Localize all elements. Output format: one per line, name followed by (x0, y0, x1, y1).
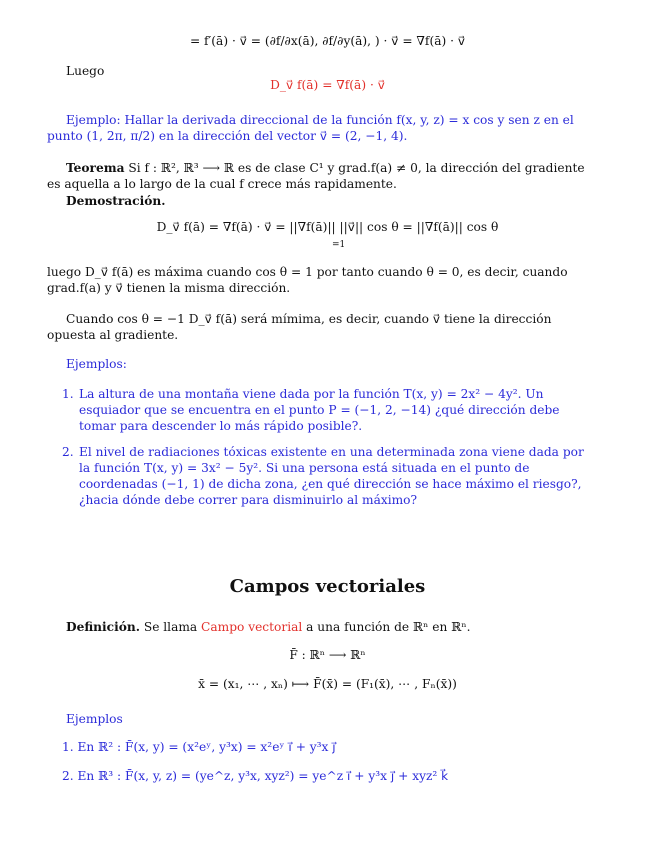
formula-chain-rule: = f′(ā) · v⃗ = (∂f/∂x(ā), ∂f/∂y(ā), ) · v⃗ = ∇f(ā) · v⃗ (189, 34, 466, 48)
definicion-term: Campo vectorial (201, 620, 303, 634)
ejemplo-direccional: Ejemplo: Hallar la derivada direccional de la función f(x, y, z) = x cos y sen z en el punto (1, 2π, π/2) en la dirección del vector v⃗ = (2, −1, 4). (47, 113, 574, 143)
luego-maxima-paragraph: luego D_v⃗ f(ā) es máxima cuando cos θ = 1 por tanto cuando θ = 0, es decir, cuando grad.f(a) y v⃗ tienen la misma dirección. (47, 265, 568, 295)
teorema-paragraph (47, 160, 597, 192)
luego-label: Luego (66, 64, 105, 78)
demostracion-label: Demostración. (66, 194, 166, 208)
underbrace-label: =1 (332, 240, 346, 250)
example-text: En ℝ² : F̄(x, y) = (x²eʸ, y³x) = x²eʸ i⃗ + y³x j⃗ (77, 740, 336, 754)
demostracion-formula: D_v⃗ f(ā) = ∇f(ā) · v⃗ = ||∇f(ā)|| ||v⃗|| cos θ = ||∇f(ā)|| cos θ (156, 220, 499, 234)
ejemplos2-label: Ejemplos (66, 712, 123, 726)
definicion-post: a una función de ℝⁿ en ℝⁿ. (306, 620, 471, 634)
def-formula-map: F̄ : ℝⁿ ⟶ ℝⁿ (289, 648, 366, 662)
example-text: El nivel de radiaciones tóxicas existente en una determinada zona viene dada por la función T(x, y) = 3x² − 5y². Si una persona está situada en el punto de coordenadas (−1, 1) de dicha zona, ¿en qué dirección se hace máximo el riesgo?, ¿hacia dónde debe correr para disminuirlo al máximo? (79, 445, 584, 507)
definicion-label: Definición. (66, 620, 140, 634)
example-text: En ℝ³ : F̄(x, y, z) = (ye^z, y³x, xyz²) = ye^z i⃗ + y³x j⃗ + xyz² k⃗ (77, 769, 449, 783)
teorema-text: Si f : ℝ², ℝ³ ⟶ ℝ es de clase C¹ y grad.f(a) ≠ 0, la dirección del gradiente es aquella a lo largo de la cual f crece más rapidamente. (47, 161, 585, 191)
example-number: 1. (62, 387, 74, 401)
cuando-minima-paragraph: Cuando cos θ = −1 D_v⃗ f(ā) será mímima, es decir, cuando v⃗ tiene la dirección opuesta al gradiente. (47, 312, 552, 342)
example-item-1 (62, 386, 597, 434)
definicion-paragraph (66, 620, 471, 635)
example-item-2 (62, 444, 597, 508)
ejemplos-label: Ejemplos: (66, 357, 127, 371)
example-text: La altura de una montaña viene dada por la función T(x, y) = 2x² − 4y². Un esquiador que se encuentra en el punto P = (−1, 2, −14) ¿qué dirección debe tomar para descender lo más rápido posible?. (79, 387, 560, 433)
def-formula-components: x̄ = (x₁, ⋯ , xₙ) ⟼ F̄(x̄) = (F₁(x̄), ⋯ , Fₙ(x̄)) (198, 677, 457, 691)
teorema-label: Teorema (66, 161, 125, 175)
directional-derivative-formula: D_v⃗ f(ā) = ∇f(ā) · v⃗ (270, 78, 385, 92)
vector-field-example-2 (62, 769, 448, 784)
section-title: Campos vectoriales (229, 576, 426, 597)
definicion-pre: Se llama (143, 620, 198, 634)
example-number: 1. (62, 740, 74, 754)
example-number: 2. (62, 769, 74, 783)
vector-field-example-1 (62, 740, 336, 755)
example-number: 2. (62, 445, 74, 459)
